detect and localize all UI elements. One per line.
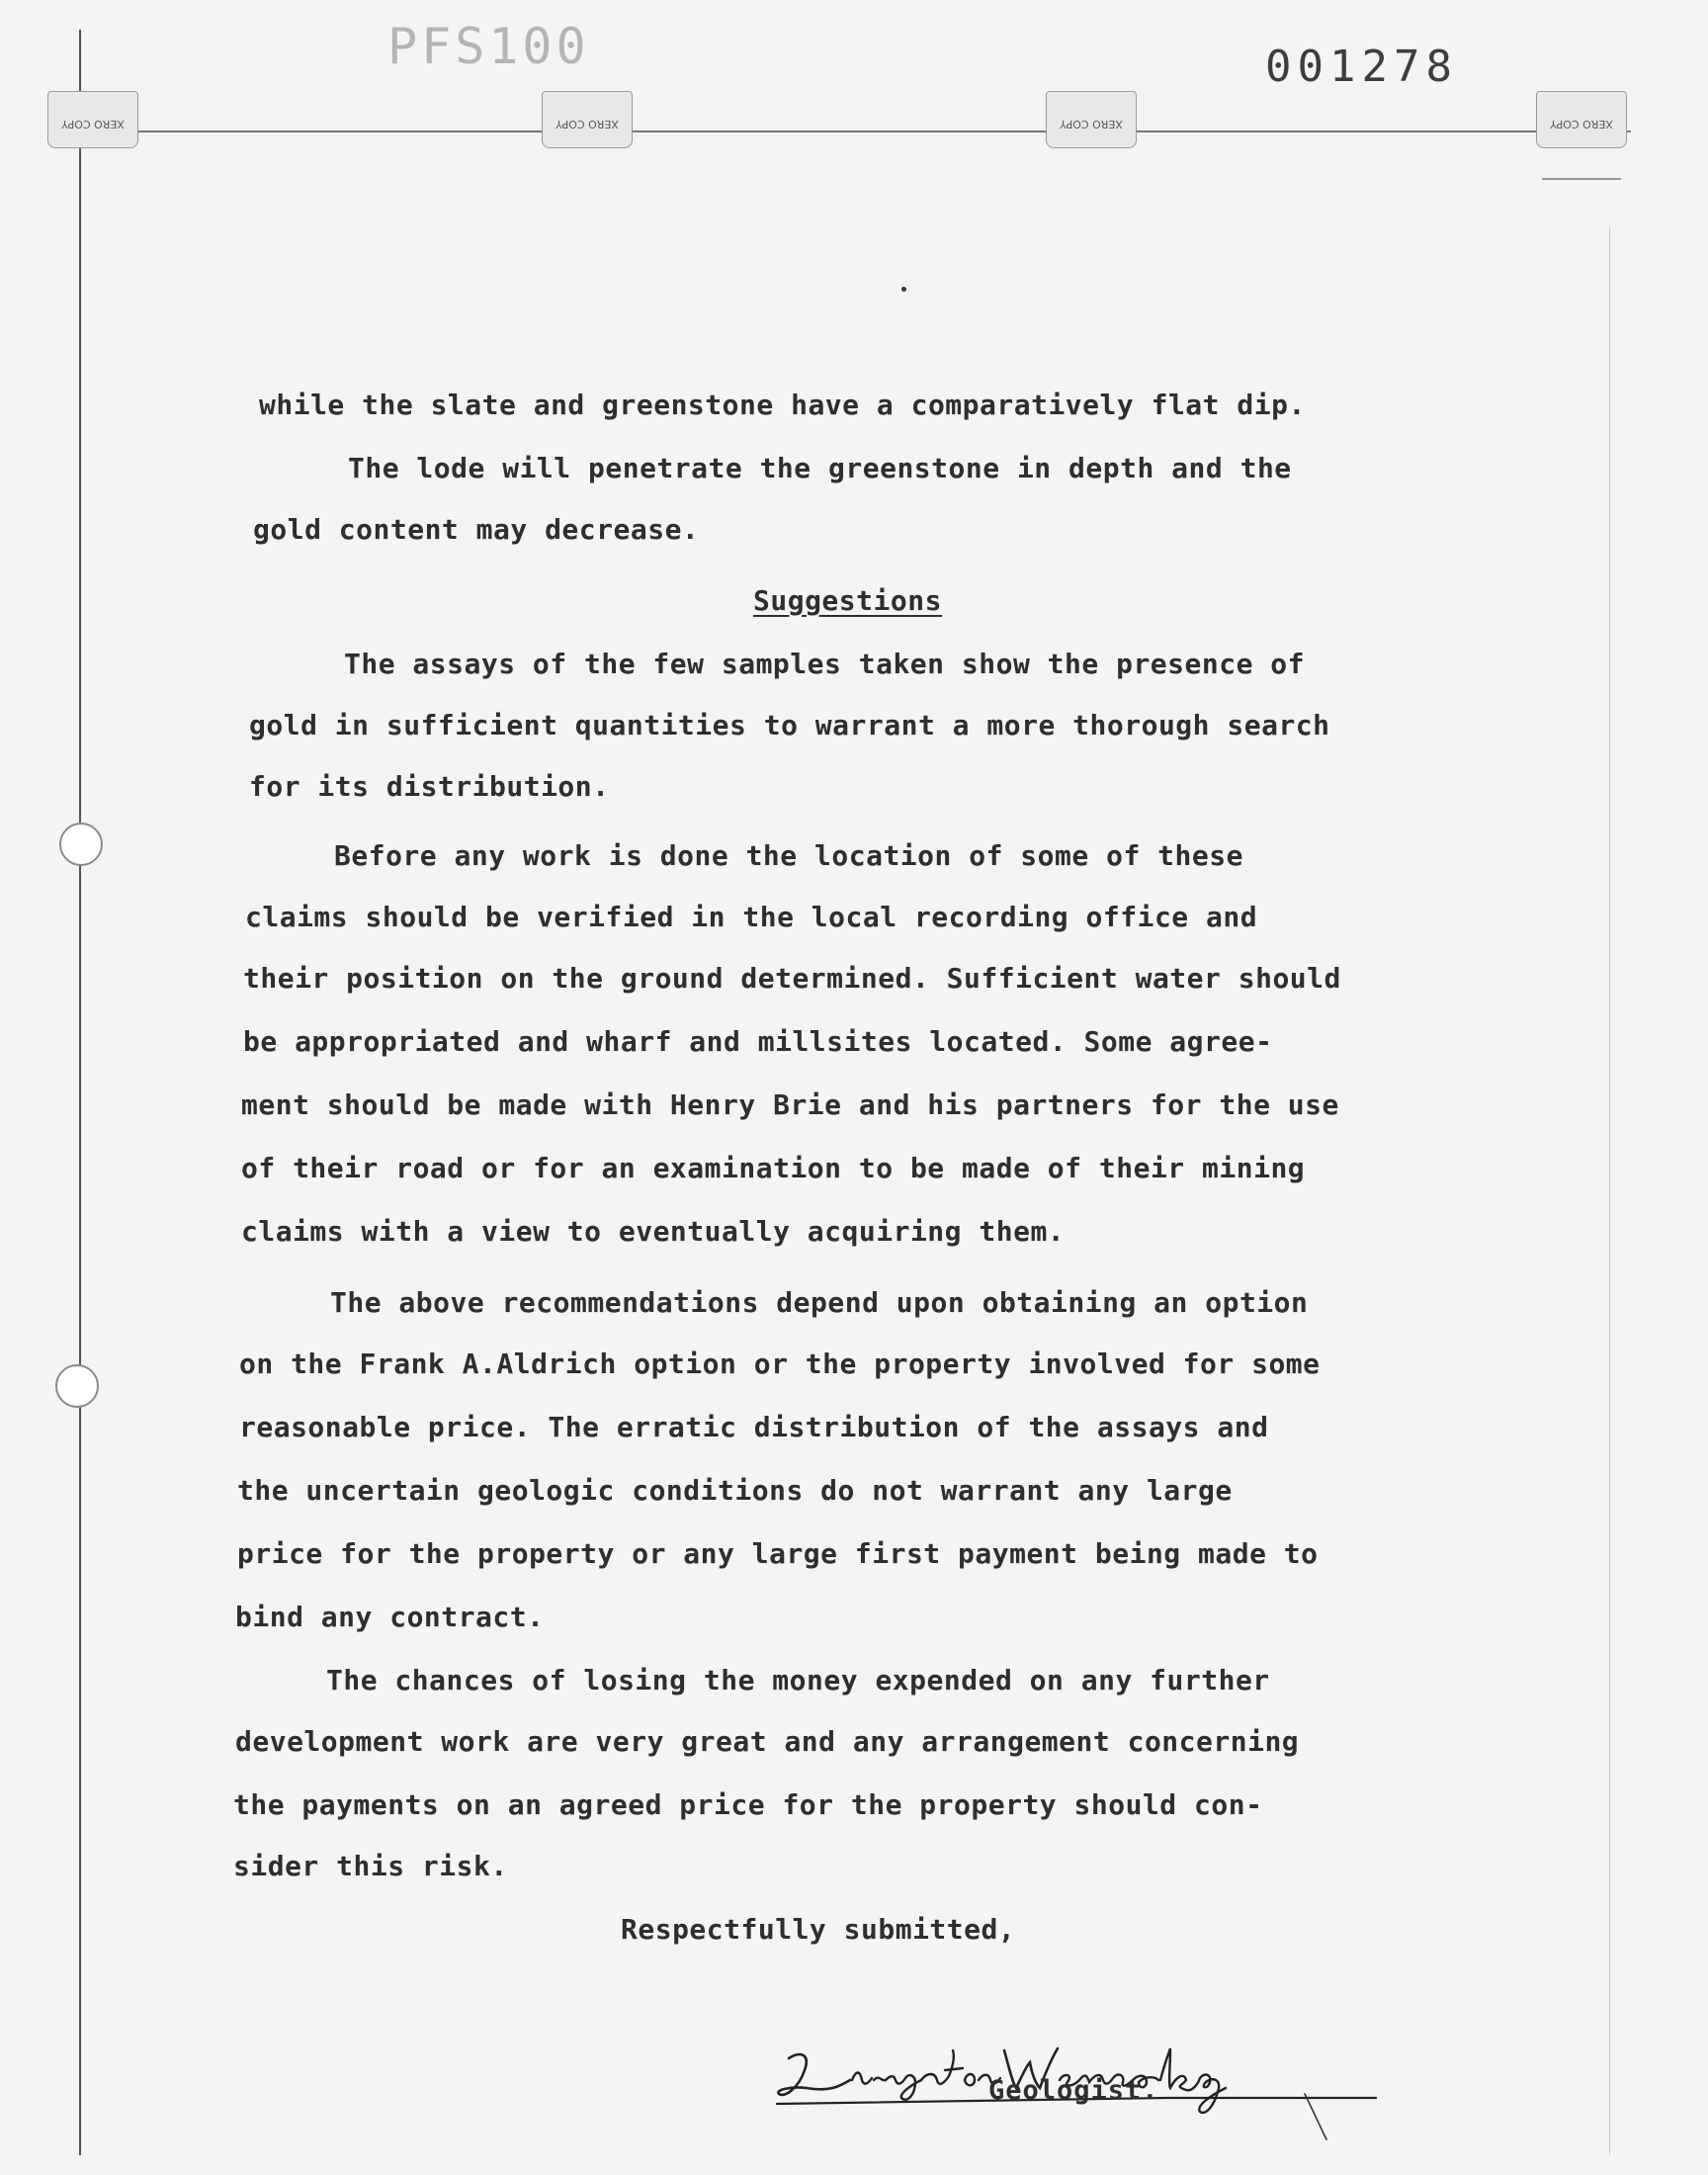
left-margin-rule (79, 30, 81, 2155)
body-line: The lode will penetrate the greenstone in depth and the (348, 452, 1292, 484)
body-line: The assays of the few samples taken show the presence of (344, 648, 1306, 680)
top-right-rule (1542, 178, 1621, 180)
body-line: Before any work is done the location of some of these (334, 839, 1243, 872)
body-line: The above recommendations depend upon obtaining an option (330, 1286, 1309, 1319)
right-edge-rule (1609, 227, 1610, 2155)
signer-title: Geologist. (988, 2075, 1159, 2106)
body-line: bind any contract. (235, 1601, 545, 1633)
copy-tab: XERO COPY (47, 91, 138, 148)
body-line: price for the property or any large first payment being made to (237, 1537, 1319, 1570)
binder-hole-lower (55, 1364, 99, 1408)
body-line: sider this risk. (233, 1850, 508, 1882)
body-line: claims with a view to eventually acquiring them. (241, 1215, 1066, 1248)
body-line: while the slate and greenstone have a comparatively flat dip. (259, 389, 1306, 421)
body-line: The chances of losing the money expended on any further (326, 1664, 1270, 1696)
binder-hole-upper (59, 823, 103, 866)
faint-stamp: PFS100 (387, 18, 590, 75)
ink-dot (901, 287, 906, 292)
body-line: development work are very great and any arrangement concerning (235, 1725, 1300, 1758)
body-line: claims should be verified in the local recording office and (245, 901, 1258, 933)
top-edge-rule (59, 130, 1631, 132)
body-line: on the Frank A.Aldrich option or the property involved for some (239, 1348, 1321, 1380)
body-line: for its distribution. (249, 770, 610, 803)
closing-salutation: Respectfully submitted, (621, 1913, 1016, 1946)
copy-tab: XERO COPY (1536, 91, 1627, 148)
body-line: gold content may decrease. (253, 513, 700, 546)
body-line: gold in sufficient quantities to warrant a more thorough search (249, 709, 1330, 741)
copy-tab: XERO COPY (1046, 91, 1137, 148)
section-heading: Suggestions (753, 584, 942, 617)
body-line: ment should be made with Henry Brie and his partners for the use (241, 1088, 1339, 1121)
body-line: the payments on an agreed price for the property should con- (233, 1788, 1263, 1821)
body-line: the uncertain geologic conditions do not warrant any large (237, 1474, 1233, 1507)
body-line: of their road or for an examination to be made of their mining (241, 1152, 1306, 1184)
copy-tab: XERO COPY (542, 91, 633, 148)
body-line: reasonable price. The erratic distribution of the assays and (239, 1411, 1269, 1443)
body-line: their position on the ground determined. Sufficient water should (243, 962, 1341, 995)
document-number: 001278 (1265, 42, 1458, 92)
body-line: be appropriated and wharf and millsites located. Some agree- (243, 1025, 1273, 1058)
